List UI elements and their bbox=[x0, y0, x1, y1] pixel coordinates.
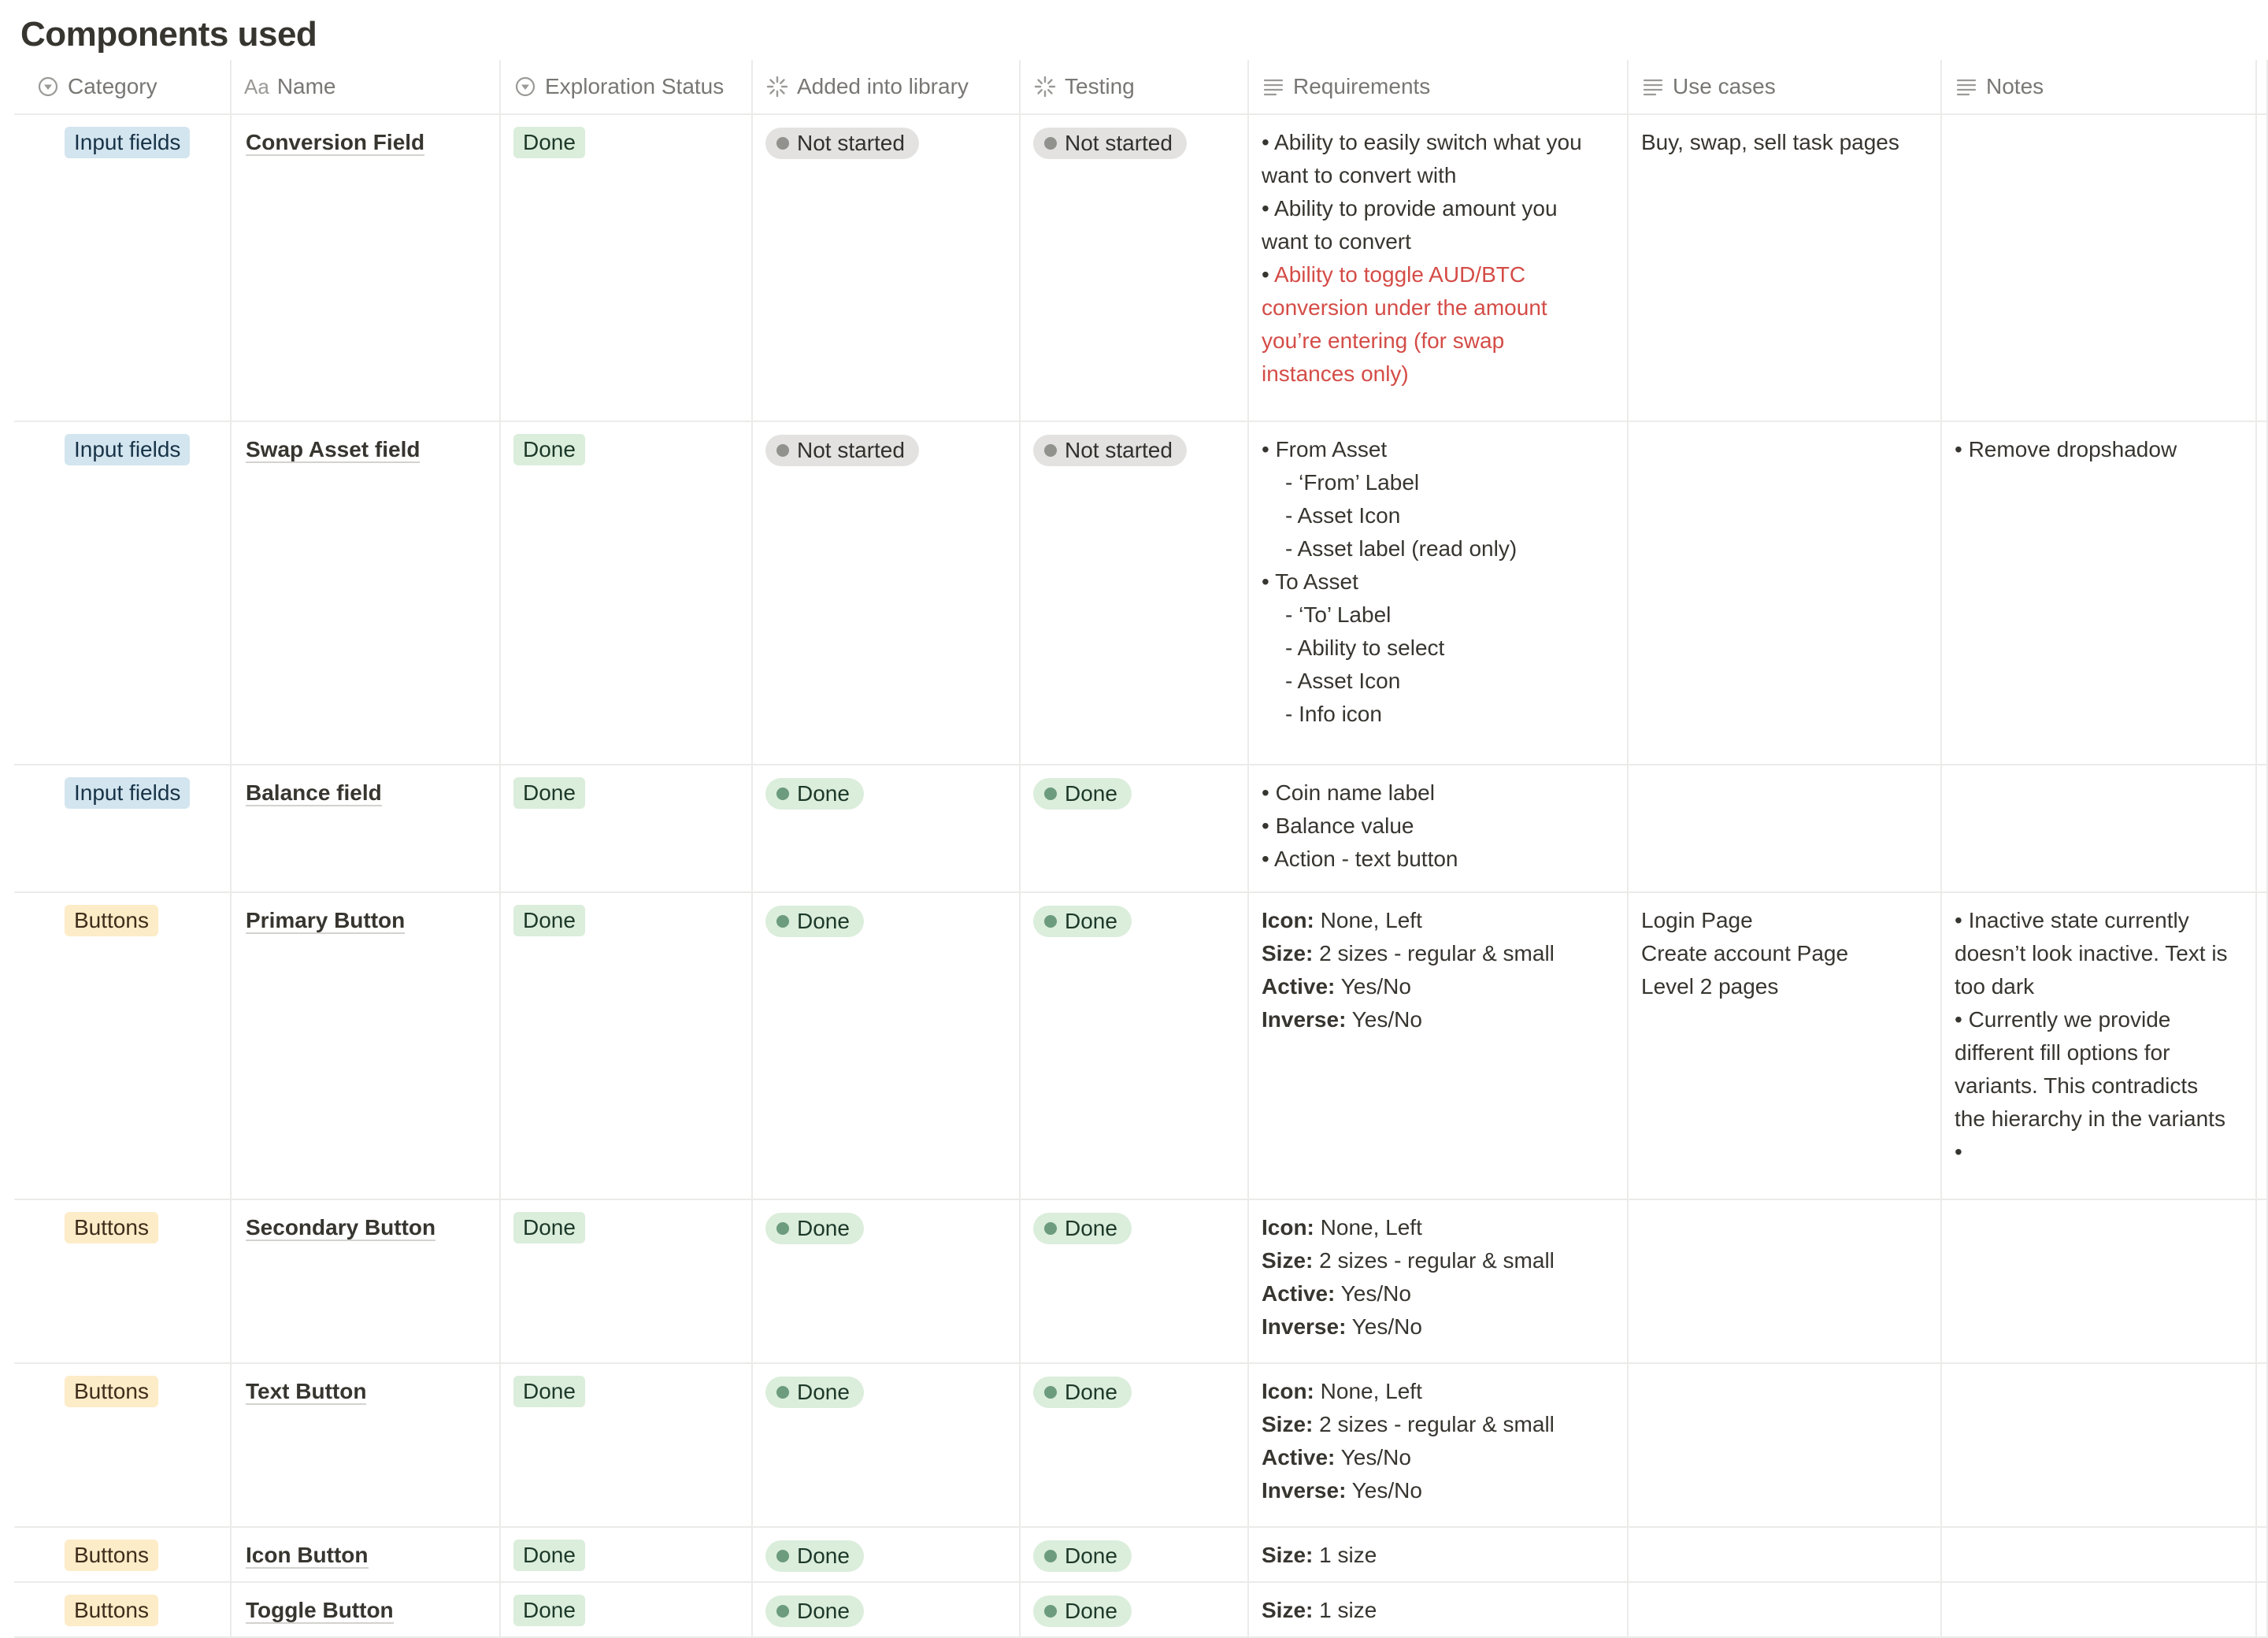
status-dot-icon bbox=[776, 788, 789, 800]
column-header-label: Name bbox=[276, 74, 336, 98]
library-status-pill bbox=[765, 435, 919, 466]
notes-cell[interactable] bbox=[1942, 1528, 2257, 1581]
note-line: • Inactive state currently bbox=[1955, 908, 2189, 932]
use-case-line: Create account Page bbox=[1641, 941, 1849, 965]
library-status-label: Done bbox=[797, 1380, 850, 1404]
added-into-library-cell[interactable] bbox=[753, 1200, 1021, 1362]
text-lines-icon bbox=[1641, 75, 1665, 98]
added-into-library-cell[interactable] bbox=[753, 893, 1021, 1199]
column-header-use-cases[interactable] bbox=[1629, 60, 1942, 113]
note-line: the hierarchy in the variants bbox=[1955, 1106, 2225, 1131]
component-name[interactable]: Icon Button bbox=[246, 1543, 369, 1567]
requirement-highlight: you’re entering (for swap bbox=[1262, 328, 1505, 353]
category-tag: Buttons bbox=[65, 1212, 158, 1243]
column-header-requirements[interactable] bbox=[1249, 60, 1629, 113]
library-status-label: Done bbox=[797, 1599, 850, 1623]
category-cell[interactable] bbox=[14, 1364, 232, 1526]
requirement-line: Icon: None, Left bbox=[1262, 908, 1422, 932]
testing-cell[interactable] bbox=[1021, 1200, 1249, 1362]
row-end bbox=[2257, 1364, 2268, 1526]
component-name[interactable]: Toggle Button bbox=[246, 1598, 394, 1622]
requirement-key: Size: bbox=[1262, 941, 1314, 965]
name-cell[interactable] bbox=[232, 893, 501, 1199]
column-header-end bbox=[2257, 60, 2268, 113]
requirement-line: - Asset Icon bbox=[1285, 669, 1401, 693]
requirements-cell[interactable] bbox=[1249, 765, 1629, 891]
use-cases-cell[interactable] bbox=[1629, 893, 1942, 1199]
testing-status-label: Done bbox=[1065, 1544, 1117, 1568]
status-icon bbox=[765, 75, 789, 98]
category-cell[interactable] bbox=[14, 893, 232, 1199]
requirements-cell[interactable] bbox=[1249, 1364, 1629, 1526]
row-end bbox=[2257, 765, 2268, 891]
testing-cell[interactable] bbox=[1021, 1364, 1249, 1526]
status-dot-icon bbox=[1044, 788, 1057, 800]
requirement-line: Icon: None, Left bbox=[1262, 1215, 1422, 1240]
requirement-line bbox=[1262, 324, 1614, 358]
library-status-label: Done bbox=[797, 1216, 850, 1240]
category-tag: Input fields bbox=[65, 434, 190, 465]
table-row[interactable] bbox=[14, 893, 2268, 1200]
category-cell[interactable] bbox=[14, 1528, 232, 1581]
status-dot-icon bbox=[776, 1550, 789, 1562]
library-status-label: Done bbox=[797, 781, 850, 806]
status-dot-icon bbox=[776, 1605, 789, 1618]
table-row[interactable] bbox=[14, 1200, 2268, 1364]
testing-status-pill bbox=[1033, 906, 1132, 937]
status-dot-icon bbox=[1044, 1386, 1057, 1399]
text-lines-icon bbox=[1955, 75, 1978, 98]
requirement-key: Icon: bbox=[1262, 1379, 1314, 1403]
testing-status-label: Not started bbox=[1065, 438, 1173, 462]
requirement-key: Active: bbox=[1262, 1445, 1336, 1469]
row-end bbox=[2257, 1528, 2268, 1581]
use-case-line: Login Page bbox=[1641, 908, 1753, 932]
testing-cell[interactable] bbox=[1021, 1528, 1249, 1581]
requirement-line: • Ability to toggle AUD/BTC bbox=[1262, 262, 1526, 287]
status-dot-icon bbox=[776, 915, 789, 928]
requirement-line: - Info icon bbox=[1285, 702, 1382, 726]
column-header-label: Added into library bbox=[797, 74, 969, 98]
status-dot-icon bbox=[1044, 1605, 1057, 1618]
exploration-status-cell[interactable] bbox=[501, 1364, 753, 1526]
use-cases-cell[interactable] bbox=[1629, 1583, 1942, 1636]
column-header-exploration-status[interactable] bbox=[501, 60, 753, 113]
notes-cell[interactable] bbox=[1942, 1364, 2257, 1526]
added-into-library-cell[interactable] bbox=[753, 115, 1021, 421]
status-dot-icon bbox=[776, 137, 789, 150]
status-dot-icon bbox=[1044, 915, 1057, 928]
column-header-category[interactable] bbox=[14, 60, 232, 113]
requirement-line: • Ability to easily switch what you bbox=[1262, 130, 1582, 154]
exploration-status-tag: Done bbox=[513, 1595, 585, 1626]
testing-status-label: Done bbox=[1065, 909, 1117, 933]
row-end bbox=[2257, 422, 2268, 764]
use-cases-cell[interactable] bbox=[1629, 422, 1942, 764]
requirement-key: Size: bbox=[1262, 1598, 1314, 1622]
status-dot-icon bbox=[1044, 444, 1057, 457]
requirement-line: Inverse: Yes/No bbox=[1262, 1007, 1422, 1032]
requirement-line bbox=[1262, 291, 1614, 324]
category-cell[interactable] bbox=[14, 115, 232, 421]
component-name[interactable]: Text Button bbox=[246, 1379, 367, 1403]
requirement-highlight: instances only) bbox=[1262, 361, 1409, 386]
name-cell[interactable] bbox=[232, 422, 501, 764]
requirement-key: Active: bbox=[1262, 974, 1336, 999]
table-row[interactable] bbox=[14, 1528, 2268, 1583]
column-header-name[interactable] bbox=[232, 60, 501, 113]
use-cases-cell[interactable] bbox=[1629, 115, 1942, 421]
category-tag: Buttons bbox=[65, 905, 158, 936]
library-status-label: Not started bbox=[797, 438, 905, 462]
use-cases-cell[interactable] bbox=[1629, 765, 1942, 891]
column-header-label: Exploration Status bbox=[545, 74, 724, 98]
added-into-library-cell[interactable] bbox=[753, 765, 1021, 891]
component-name[interactable]: Swap Asset field bbox=[246, 437, 421, 461]
requirement-key: Size: bbox=[1262, 1543, 1314, 1567]
requirements-cell[interactable] bbox=[1249, 1583, 1629, 1636]
table-row[interactable] bbox=[14, 422, 2268, 765]
exploration-status-tag: Done bbox=[513, 1212, 585, 1243]
text-title-icon: Aa bbox=[244, 74, 269, 98]
column-header-label: Requirements bbox=[1293, 74, 1431, 98]
testing-status-pill bbox=[1033, 1595, 1132, 1627]
use-case-line: Buy, swap, sell task pages bbox=[1641, 130, 1899, 154]
library-status-pill bbox=[765, 1213, 864, 1244]
exploration-status-cell[interactable] bbox=[501, 1583, 753, 1636]
category-tag: Buttons bbox=[65, 1595, 158, 1626]
column-header-added-into-library[interactable] bbox=[753, 60, 1021, 113]
notes-cell[interactable] bbox=[1942, 893, 2257, 1199]
library-status-pill bbox=[765, 128, 919, 159]
exploration-status-tag: Done bbox=[513, 1376, 585, 1407]
requirement-line: Size: 1 size bbox=[1262, 1543, 1377, 1567]
table-row[interactable] bbox=[14, 1583, 2268, 1638]
requirement-line: Active: Yes/No bbox=[1262, 1445, 1411, 1469]
requirement-line: Inverse: Yes/No bbox=[1262, 1478, 1422, 1503]
text-lines-icon bbox=[1262, 75, 1285, 98]
requirement-line: Size: 2 sizes - regular & small bbox=[1262, 941, 1555, 965]
notes-cell[interactable] bbox=[1942, 115, 2257, 421]
use-case-line: Level 2 pages bbox=[1641, 974, 1779, 999]
status-dot-icon bbox=[1044, 137, 1057, 150]
requirement-line: • To Asset bbox=[1262, 569, 1358, 594]
requirement-line: - ‘To’ Label bbox=[1285, 602, 1392, 627]
requirements-cell[interactable] bbox=[1249, 1200, 1629, 1362]
table-header bbox=[14, 60, 2268, 115]
component-name[interactable]: Secondary Button bbox=[246, 1215, 436, 1240]
table-row[interactable] bbox=[14, 115, 2268, 422]
category-tag: Input fields bbox=[65, 777, 190, 809]
select-icon bbox=[513, 75, 537, 98]
requirement-key: Icon: bbox=[1262, 1215, 1314, 1240]
exploration-status-tag: Done bbox=[513, 434, 585, 465]
exploration-status-cell[interactable] bbox=[501, 422, 753, 764]
testing-status-pill bbox=[1033, 1377, 1132, 1408]
requirements-cell[interactable] bbox=[1249, 1528, 1629, 1581]
requirements-cell[interactable] bbox=[1249, 115, 1629, 421]
notes-cell[interactable] bbox=[1942, 422, 2257, 764]
added-into-library-cell[interactable] bbox=[753, 1528, 1021, 1581]
exploration-status-tag: Done bbox=[513, 905, 585, 936]
testing-status-pill bbox=[1033, 435, 1187, 466]
library-status-pill bbox=[765, 1540, 864, 1572]
category-tag: Input fields bbox=[65, 127, 190, 158]
note-line: different fill options for bbox=[1955, 1040, 2170, 1065]
row-end bbox=[2257, 1583, 2268, 1636]
status-dot-icon bbox=[776, 1222, 789, 1235]
name-cell[interactable] bbox=[232, 115, 501, 421]
testing-cell[interactable] bbox=[1021, 1583, 1249, 1636]
exploration-status-cell[interactable] bbox=[501, 893, 753, 1199]
requirement-line: - Asset label (read only) bbox=[1285, 536, 1518, 561]
table-row[interactable] bbox=[14, 1364, 2268, 1528]
column-header-label: Category bbox=[68, 74, 158, 98]
added-into-library-cell[interactable] bbox=[753, 1364, 1021, 1526]
library-status-pill bbox=[765, 1377, 864, 1408]
table-body bbox=[14, 115, 2268, 1638]
name-cell[interactable] bbox=[232, 1364, 501, 1526]
testing-status-pill bbox=[1033, 128, 1187, 159]
library-status-pill bbox=[765, 778, 864, 810]
requirement-key: Inverse: bbox=[1262, 1478, 1347, 1503]
category-tag: Buttons bbox=[65, 1540, 158, 1571]
status-dot-icon bbox=[776, 444, 789, 457]
column-header-notes[interactable] bbox=[1942, 60, 2257, 113]
requirement-line: Size: 1 size bbox=[1262, 1598, 1377, 1622]
requirement-line: • Ability to provide amount you bbox=[1262, 196, 1558, 220]
testing-status-label: Done bbox=[1065, 1380, 1117, 1404]
library-status-label: Done bbox=[797, 1544, 850, 1568]
requirement-line: - Ability to select bbox=[1285, 636, 1445, 660]
notes-cell[interactable] bbox=[1942, 1583, 2257, 1636]
requirement-highlight: conversion under the amount bbox=[1262, 295, 1547, 320]
use-cases-cell[interactable] bbox=[1629, 1364, 1942, 1526]
category-cell[interactable] bbox=[14, 765, 232, 891]
requirement-key: Inverse: bbox=[1262, 1314, 1347, 1339]
category-tag: Buttons bbox=[65, 1376, 158, 1407]
requirement-line: • Coin name label bbox=[1262, 780, 1435, 805]
column-header-label: Use cases bbox=[1673, 74, 1776, 98]
library-status-pill bbox=[765, 1595, 864, 1627]
status-dot-icon bbox=[776, 1386, 789, 1399]
requirement-line: Inverse: Yes/No bbox=[1262, 1314, 1422, 1339]
requirement-line: Size: 2 sizes - regular & small bbox=[1262, 1412, 1555, 1436]
requirement-line: - Asset Icon bbox=[1285, 503, 1401, 528]
component-name[interactable]: Conversion Field bbox=[246, 130, 425, 154]
testing-status-label: Done bbox=[1065, 781, 1117, 806]
note-line: • Remove dropshadow bbox=[1955, 437, 2177, 461]
row-end bbox=[2257, 893, 2268, 1199]
exploration-status-cell[interactable] bbox=[501, 1528, 753, 1581]
name-cell[interactable] bbox=[232, 1583, 501, 1636]
name-cell[interactable] bbox=[232, 1528, 501, 1581]
status-dot-icon bbox=[1044, 1550, 1057, 1562]
use-cases-cell[interactable] bbox=[1629, 1528, 1942, 1581]
note-line: too dark bbox=[1955, 974, 2035, 999]
select-icon bbox=[36, 75, 60, 98]
exploration-status-cell[interactable] bbox=[501, 765, 753, 891]
notes-cell[interactable] bbox=[1942, 1200, 2257, 1362]
requirement-line: Active: Yes/No bbox=[1262, 974, 1411, 999]
testing-cell[interactable] bbox=[1021, 765, 1249, 891]
column-header-label: Notes bbox=[1986, 74, 2044, 98]
requirement-line: Active: Yes/No bbox=[1262, 1281, 1411, 1306]
requirement-key: Active: bbox=[1262, 1281, 1336, 1306]
requirement-line: • Action - text button bbox=[1262, 847, 1458, 871]
testing-cell[interactable] bbox=[1021, 422, 1249, 764]
requirement-line bbox=[1262, 358, 1614, 391]
testing-status-label: Not started bbox=[1065, 131, 1173, 155]
library-status-pill bbox=[765, 906, 864, 937]
exploration-status-cell[interactable] bbox=[501, 1200, 753, 1362]
note-line: • bbox=[1955, 1140, 1962, 1164]
column-header-testing[interactable] bbox=[1021, 60, 1249, 113]
requirement-key: Size: bbox=[1262, 1248, 1314, 1273]
requirement-line: • Balance value bbox=[1262, 813, 1414, 838]
library-status-label: Done bbox=[797, 909, 850, 933]
testing-status-pill bbox=[1033, 778, 1132, 810]
note-line: variants. This contradicts bbox=[1955, 1073, 2199, 1098]
table-row[interactable] bbox=[14, 765, 2268, 893]
status-dot-icon bbox=[1044, 1222, 1057, 1235]
added-into-library-cell[interactable] bbox=[753, 422, 1021, 764]
testing-cell[interactable] bbox=[1021, 893, 1249, 1199]
requirements-cell[interactable] bbox=[1249, 422, 1629, 764]
requirement-key: Size: bbox=[1262, 1412, 1314, 1436]
requirement-line: Size: 2 sizes - regular & small bbox=[1262, 1248, 1555, 1273]
page-title: Components used bbox=[20, 15, 317, 54]
use-cases-cell[interactable] bbox=[1629, 1200, 1942, 1362]
exploration-status-tag: Done bbox=[513, 1540, 585, 1571]
exploration-status-tag: Done bbox=[513, 777, 585, 809]
row-end bbox=[2257, 1200, 2268, 1362]
requirement-line: Icon: None, Left bbox=[1262, 1379, 1422, 1403]
requirement-line: • From Asset bbox=[1262, 437, 1388, 461]
category-cell[interactable] bbox=[14, 1200, 232, 1362]
testing-status-label: Done bbox=[1065, 1599, 1117, 1623]
database-table bbox=[14, 60, 2268, 1638]
requirement-key: Inverse: bbox=[1262, 1007, 1347, 1032]
note-line: doesn’t look inactive. Text is bbox=[1955, 941, 2228, 965]
requirement-highlight: Ability to toggle AUD/BTC bbox=[1274, 262, 1526, 287]
category-cell[interactable] bbox=[14, 1583, 232, 1636]
exploration-status-cell[interactable] bbox=[501, 115, 753, 421]
category-cell[interactable] bbox=[14, 422, 232, 764]
status-icon bbox=[1033, 75, 1057, 98]
library-status-label: Not started bbox=[797, 131, 905, 155]
testing-status-pill bbox=[1033, 1540, 1132, 1572]
component-name[interactable]: Balance field bbox=[246, 780, 382, 805]
testing-status-label: Done bbox=[1065, 1216, 1117, 1240]
name-cell[interactable] bbox=[232, 765, 501, 891]
added-into-library-cell[interactable] bbox=[753, 1583, 1021, 1636]
column-header-label: Testing bbox=[1065, 74, 1135, 98]
requirement-line: - ‘From’ Label bbox=[1285, 470, 1420, 495]
note-line: • Currently we provide bbox=[1955, 1007, 2171, 1032]
requirement-line: want to convert bbox=[1262, 229, 1411, 254]
component-name[interactable]: Primary Button bbox=[246, 908, 406, 932]
notes-cell[interactable] bbox=[1942, 765, 2257, 891]
requirement-line: want to convert with bbox=[1262, 163, 1457, 187]
row-end bbox=[2257, 115, 2268, 421]
testing-status-pill bbox=[1033, 1213, 1132, 1244]
name-cell[interactable] bbox=[232, 1200, 501, 1362]
requirements-cell[interactable] bbox=[1249, 893, 1629, 1199]
exploration-status-tag: Done bbox=[513, 127, 585, 158]
testing-cell[interactable] bbox=[1021, 115, 1249, 421]
requirement-key: Icon: bbox=[1262, 908, 1314, 932]
